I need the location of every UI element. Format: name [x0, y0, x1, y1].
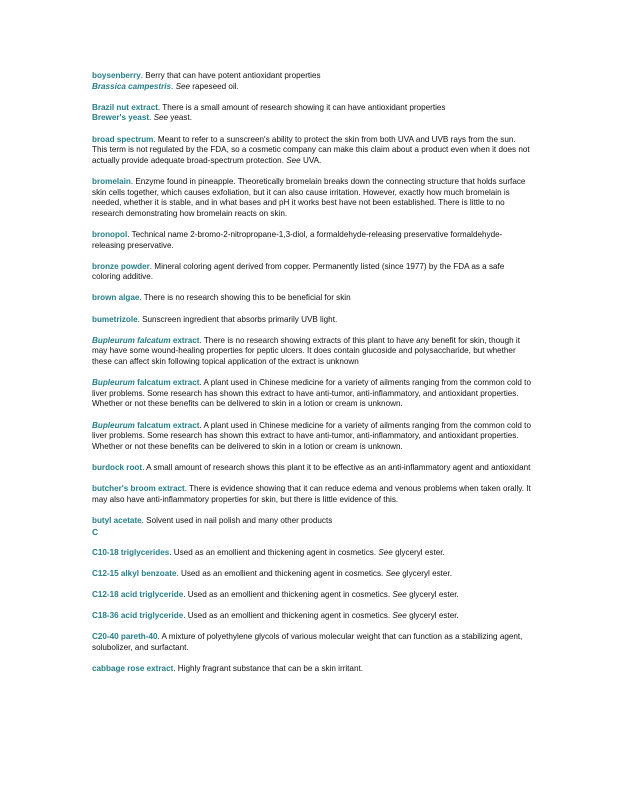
see-label: See: [392, 611, 407, 621]
entry-c10-18-triglycerides: [92, 548, 532, 559]
entry-boysenberry: [92, 71, 532, 82]
entry-bronopol: [92, 230, 532, 251]
entry-definition: . A small amount of research shows this plant it to be effective as an anti-inflammatory agent and antioxidant: [142, 462, 531, 472]
entry-term: C20-40 pareth-40: [92, 632, 158, 642]
glossary-content: [92, 71, 532, 685]
see-label: See: [153, 113, 169, 123]
entry-definition-tail: glyceryl ester.: [392, 547, 445, 557]
entry-definition: . Used as an emollient and thickening agent in cosmetics.: [183, 590, 393, 600]
entry-definition: . There is no research showing extracts of this plant to have any benefit for skin, though it may have some wound-healing properties for peptic ulcers. It does contain glucoside and polysaccharide, but whether these can affect skin following topical application of the extract is unknown: [92, 335, 520, 367]
entry-c20-40-pareth-40: [92, 632, 532, 653]
entry-term: Brewer's yeast: [92, 113, 150, 123]
entry-bupleurum-falcatum-extract-1: [92, 336, 532, 368]
entry-term: butcher's broom extract: [92, 484, 185, 494]
entry-brown-algae: [92, 293, 532, 304]
entry-bupleurum-falcatum-extract-2: [92, 378, 532, 410]
see-label: See: [175, 81, 191, 91]
entry-term: Bupleurum falcatum: [92, 335, 171, 345]
entry-definition: . Technical name 2-bromo-2-nitropropane-1,3-diol, a formaldehyde-releasing preservative formaldehyde-releasing preservative.: [92, 229, 503, 250]
entry-bronze-powder: [92, 262, 532, 283]
entry-c12-18-acid-triglyceride: [92, 590, 532, 601]
entry-definition: . There is a small amount of research showing it can have antioxidant properties: [157, 102, 446, 112]
entry-definition: . Sunscreen ingredient that absorbs primarily UVB light.: [137, 314, 338, 324]
see-label: See: [385, 568, 401, 578]
entry-definition: . Used as an emollient and thickening agent in cosmetics.: [176, 568, 386, 578]
entry-butchers-broom-extract: [92, 484, 532, 505]
entry-c12-15-alkyl-benzoate: [92, 569, 532, 580]
entry-definition: yeast.: [168, 113, 192, 123]
entry-definition: rapeseed oil.: [190, 81, 239, 91]
entry-definition: . There is no research showing this to be beneficial for skin: [139, 293, 351, 303]
entry-term: brown algae: [92, 293, 140, 303]
entry-term: Bupleurum: [92, 420, 135, 430]
entry-definition: . Used as an emollient and thickening agent in cosmetics.: [183, 611, 393, 621]
entry-definition: . Enzyme found in pineapple. Theoretically bromelain breaks down the connecting structure that holds surface skin cells together, which causes exfoliation, but it can also cause irritation. However, exactly how much bromelain is needed, whether it is stable, and in what bases and pH it works best have not been established. There is little to no research demonstrating how bromelain reacts on skin.: [92, 176, 526, 218]
entry-broad-spectrum: [92, 135, 532, 167]
entry-term: C12-18 acid triglyceride: [92, 590, 184, 600]
entry-term: Brazil nut extract: [92, 102, 158, 112]
entry-term: Bupleurum: [92, 378, 135, 388]
entry-definition-tail: glyceryl ester.: [400, 568, 452, 578]
entry-term-suffix: falcatum extract: [134, 378, 200, 388]
entry-term: Brassica campestris: [92, 81, 172, 91]
see-label: See: [378, 547, 393, 557]
entry-bupleurum-falcatum-extract-3: [92, 421, 532, 453]
entry-term: bronopol: [92, 229, 128, 239]
entry-definition: . Solvent used in nail polish and many other products: [141, 515, 333, 525]
entry-brazil-nut-extract: [92, 103, 532, 114]
entry-definition: . A mixture of polyethylene glycols of various molecular weight that can function as a stabilizing agent, solubolizer, and surfactant.: [92, 632, 523, 653]
entry-definition: . A plant used in Chinese medicine for a variety of ailments ranging from the common cold to liver problems. Some research has shown this extract to have anti-tumor, anti-inflammatory, and antioxidant properties. Whether or not these benefits can be delivered to skin in a lotion or cream is unknown.: [92, 378, 531, 409]
entry-definition: . Used as an emollient and thickening agent in cosmetics.: [169, 547, 379, 557]
entry-brewers-yeast: Brewer's yeast. See yeast.: [92, 113, 192, 123]
see-label: See: [392, 590, 407, 600]
entry-definition: . A plant used in Chinese medicine for a variety of ailments ranging from the common cold to liver problems. Some research has shown this extract to have anti-tumor, anti-inflammatory, and antioxidant properties. Whether or not these benefits can be delivered to skin in a lotion or cream is unknown.: [92, 420, 531, 451]
entry-term: bronze powder: [92, 261, 150, 271]
entry-butyl-acetate: [92, 516, 532, 527]
entry-term: C18-36 acid triglyceride: [92, 611, 184, 621]
entry-burdock-root: [92, 463, 532, 474]
entry-definition: . Highly fragrant substance that can be a skin irritant.: [173, 664, 363, 674]
entry-term: cabbage rose extract: [92, 664, 174, 674]
entry-definition-tail: glyceryl ester.: [406, 590, 459, 600]
entry-term: burdock root: [92, 462, 143, 472]
entry-term: C12-15 alkyl benzoate: [92, 568, 177, 578]
see-label: See: [286, 155, 301, 165]
entry-term-suffix: falcatum extract: [134, 420, 200, 430]
entry-definition: . Meant to refer to a sunscreen's ability to protect the skin from both UVA and UVB rays from the sun. This term is not regulated by the FDA, so a cosmetic company can make this claim about a product even when it does not actually provide adequate broad-spectrum protection.: [92, 134, 530, 165]
entry-term: butyl acetate: [92, 515, 142, 525]
entry-brassica-campestris: Brassica campestris. See rapeseed oil.: [92, 81, 239, 91]
entry-term: boysenberry: [92, 71, 141, 80]
entry-term: C10-18 triglycerides: [92, 547, 170, 557]
entry-bromelain: [92, 177, 532, 219]
entry-term: broad spectrum: [92, 134, 154, 144]
entry-cabbage-rose-extract: [92, 664, 532, 675]
entry-definition: . Berry that can have potent antioxidant properties: [140, 71, 321, 80]
entry-term: bumetrizole: [92, 314, 138, 324]
entry-c18-36-acid-triglyceride: [92, 611, 532, 622]
entry-definition: . Mineral coloring agent derived from copper. Permanently listed (since 1977) by the FDA as a safe coloring additive.: [92, 261, 505, 282]
entry-bumetrizole: [92, 315, 532, 326]
entry-term: bromelain: [92, 176, 131, 186]
entry-definition-tail: UVA.: [300, 155, 322, 165]
section-letter-heading: C: [92, 526, 99, 537]
entry-definition-tail: glyceryl ester.: [406, 611, 459, 621]
entry-definition: . There is evidence showing that it can reduce edema and venous problems when taken orally. It may also have anti-inflammatory properties for skin, but there is little evidence of this.: [92, 484, 531, 504]
entry-term-suffix: extract: [170, 335, 200, 345]
